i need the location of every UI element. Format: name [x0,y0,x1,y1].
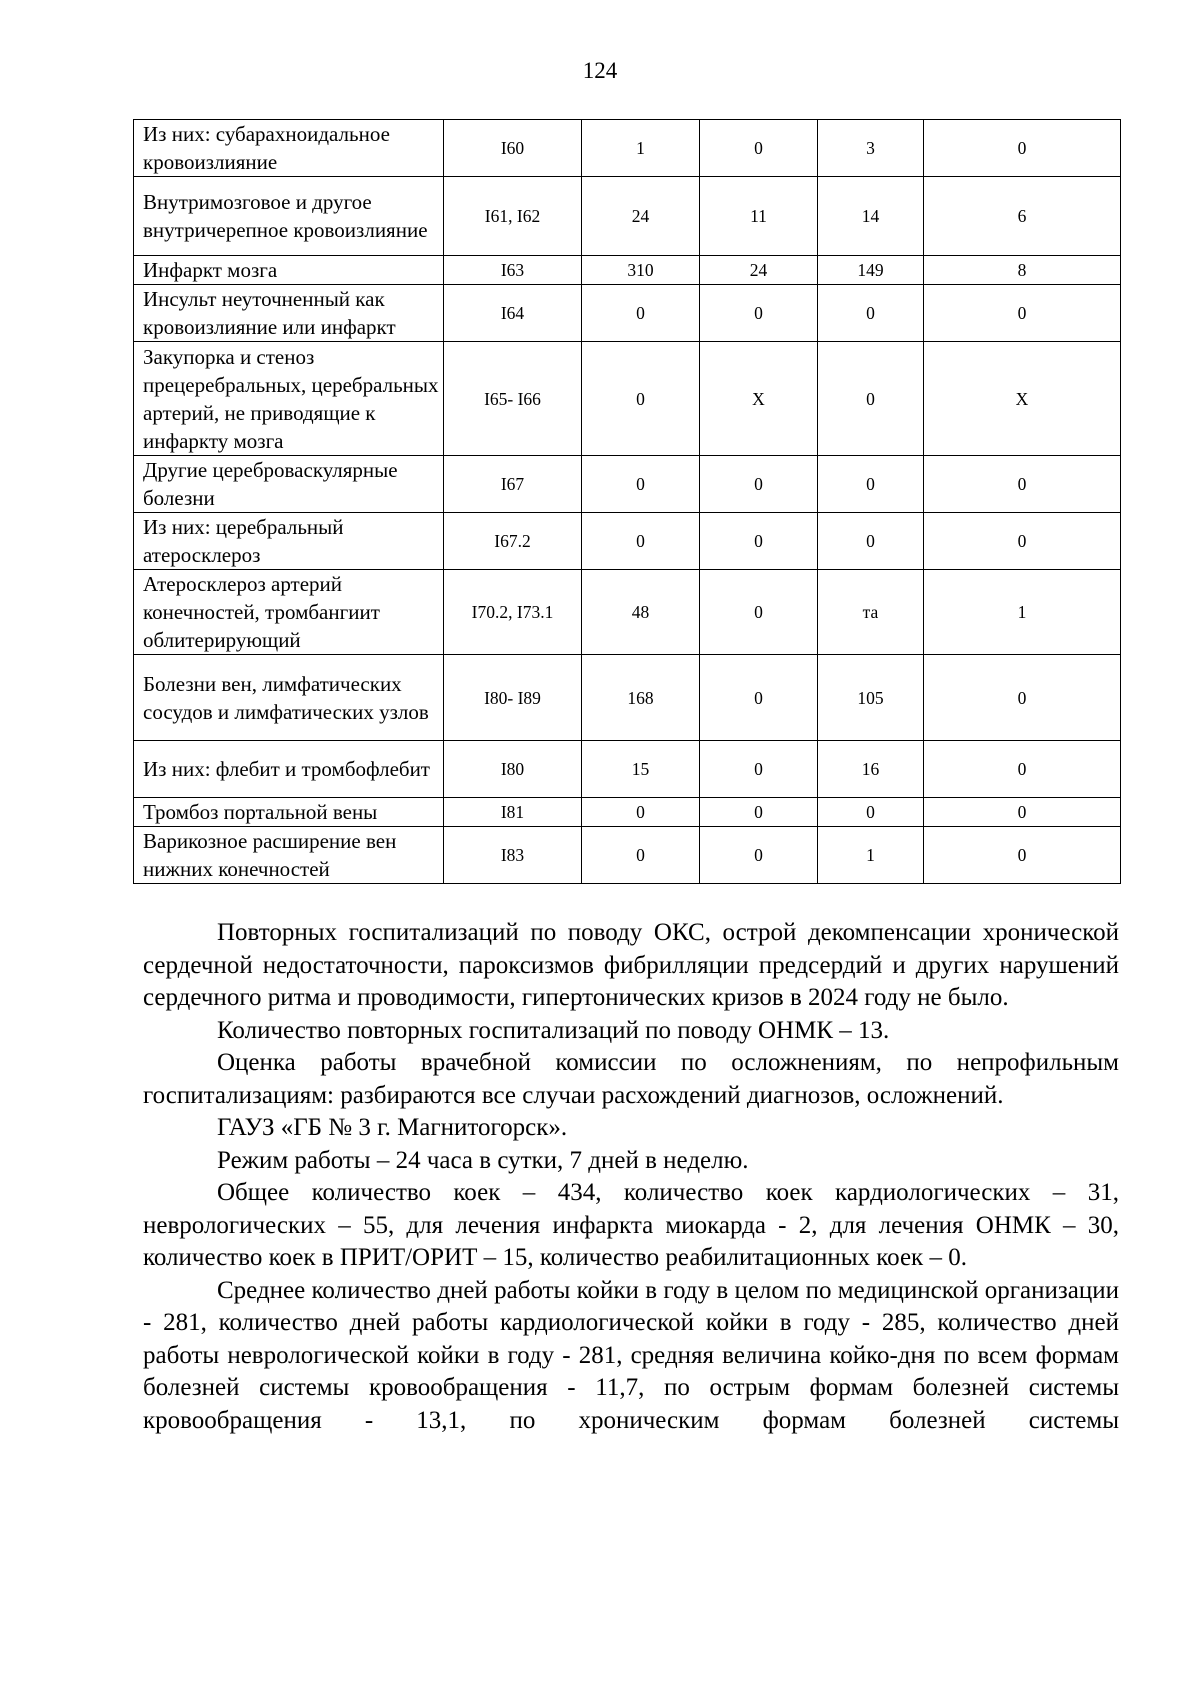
value-cell: 310 [582,256,700,285]
diagnosis-cell: Из них: субарахноидальное кровоизлияние [134,120,444,177]
value-cell: 0 [582,827,700,884]
icd-code-cell: I70.2, I73.1 [444,570,582,655]
value-cell: 0 [924,798,1121,827]
diagnosis-cell: Варикозное расширение вен нижних конечностей [134,827,444,884]
value-cell: 0 [700,655,818,741]
value-cell: 6 [924,177,1121,256]
icd-code-cell: I67 [444,456,582,513]
value-cell: 11 [700,177,818,256]
diagnosis-cell: Атеросклероз артерий конечностей, тромбангиит облитерирующий [134,570,444,655]
table-row [134,285,1121,342]
value-cell: 0 [924,513,1121,570]
diagnosis-cell: Закупорка и стеноз прецеребральных, церебральных артерий, не приводящие к инфаркту мозга [134,342,444,456]
value-cell: 0 [700,285,818,342]
diagnosis-cell: Тромбоз портальной вены [134,798,444,827]
paragraph: ГАУЗ «ГБ № 3 г. Магнитогорск». [217,1114,568,1141]
diagnosis-cell: Внутримозговое и другое внутричерепное кровоизлияние [134,177,444,256]
value-cell: 168 [582,655,700,741]
table-row [134,342,1121,456]
value-cell: 0 [924,827,1121,884]
diagnosis-cell: Инсульт неуточненный как кровоизлияние или инфаркт [134,285,444,342]
table-row [134,827,1121,884]
table-row [134,513,1121,570]
value-cell: 16 [818,741,924,798]
value-cell: 24 [700,256,818,285]
table-row [134,177,1121,256]
table-row [134,798,1121,827]
value-cell: 0 [700,570,818,655]
icd-code-cell: I64 [444,285,582,342]
value-cell: 0 [582,285,700,342]
value-cell: 0 [582,342,700,456]
value-cell: 105 [818,655,924,741]
value-cell: 15 [582,741,700,798]
value-cell: 0 [818,513,924,570]
value-cell: 0 [924,741,1121,798]
value-cell: 0 [818,456,924,513]
body-text [143,917,1119,1437]
value-cell: 1 [582,120,700,177]
value-cell: 1 [924,570,1121,655]
diagnosis-cell: Из них: флебит и тромбофлебит [134,741,444,798]
value-cell: 0 [700,741,818,798]
value-cell: 3 [818,120,924,177]
value-cell: 0 [700,798,818,827]
table-row [134,456,1121,513]
value-cell: 0 [700,120,818,177]
value-cell: 0 [582,798,700,827]
paragraph: Оценка работы врачебной комиссии по осложнениям, по непрофильным госпитализациям: разбираются все случаи расхождений диагнозов, осложнений. [143,1049,1119,1109]
paragraph: Количество повторных госпитализаций по поводу ОНМК – 13. [217,1016,890,1044]
icd-code-cell: I63 [444,256,582,285]
icd-code-cell: I65- I66 [444,342,582,456]
icd-code-cell: I60 [444,120,582,177]
icd-code-cell: I81 [444,798,582,827]
table-row [134,741,1121,798]
value-cell: 1 [818,827,924,884]
table-row [134,570,1121,655]
value-cell: 48 [582,570,700,655]
value-cell: 14 [818,177,924,256]
icd-code-cell: I67.2 [444,513,582,570]
paragraph: Общее количество коек – 434, количество коек кардиологических – 31, неврологических – 55, для лечения инфаркта миокарда - 2, для лечения ОНМК – 30, количество коек в ПРИТ/ОРИТ – 15, количество реабилитационных коек – 0. [143,1179,1119,1271]
value-cell: та [818,570,924,655]
diagnosis-cell: Из них: церебральный атеросклероз [134,513,444,570]
value-cell: 0 [818,285,924,342]
icd-code-cell: I80 [444,741,582,798]
value-cell: 24 [582,177,700,256]
value-cell: 0 [700,827,818,884]
value-cell: 0 [582,513,700,570]
value-cell: 0 [818,342,924,456]
value-cell: 0 [924,285,1121,342]
diagnosis-cell: Инфаркт мозга [134,256,444,285]
value-cell: 0 [818,798,924,827]
paragraph: Среднее количество дней работы койки в году в целом по медицинской организации - 281, количество дней работы кардиологической койки в году - 285, количество дней работы неврологической койки в году - 281, средняя величина койко-дня по всем формам болезней системы кровообращения - 11,7, по острым формам болезней системы кровообращения - 13,1, по хроническим формам болезней системы [143,1276,1119,1434]
table-row [134,256,1121,285]
value-cell: 0 [582,456,700,513]
value-cell: 149 [818,256,924,285]
page-number: 124 [582,58,618,83]
icd-code-cell: I80- I89 [444,655,582,741]
paragraph: Повторных госпитализаций по поводу ОКС, острой декомпенсации хронической сердечной недостаточности, пароксизмов фибрилляции предсердий и других нарушений сердечного ритма и проводимости, гипертонических кризов в 2024 году не было. [143,919,1119,1011]
value-cell: 0 [700,456,818,513]
paragraph: Режим работы – 24 часа в сутки, 7 дней в неделю. [217,1146,749,1174]
value-cell: X [700,342,818,456]
value-cell: 8 [924,256,1121,285]
icd-code-cell: I83 [444,827,582,884]
diagnosis-cell: Другие цереброваскулярные болезни [134,456,444,513]
diagnosis-cell: Болезни вен, лимфатических сосудов и лимфатических узлов [134,655,444,741]
value-cell: 0 [924,120,1121,177]
statistics-table [133,119,1121,884]
value-cell: X [924,342,1121,456]
value-cell: 0 [924,456,1121,513]
icd-code-cell: I61, I62 [444,177,582,256]
value-cell: 0 [924,655,1121,741]
table-row [134,655,1121,741]
value-cell: 0 [700,513,818,570]
table-row [134,120,1121,177]
